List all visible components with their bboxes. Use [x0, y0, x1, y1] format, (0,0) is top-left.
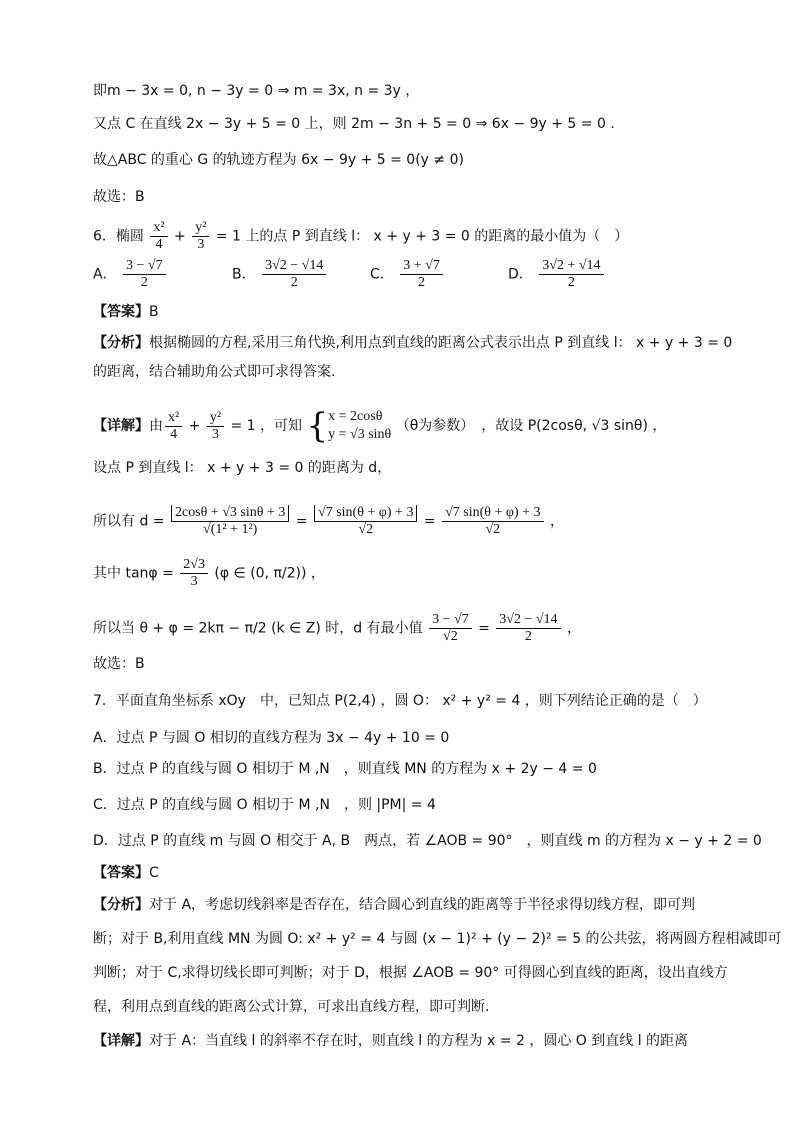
detail-text: 所以当 θ + φ = 2kπ − π/2 (k ∈ Z) 时，d 有最小值: [93, 620, 423, 637]
option-value: [539, 258, 603, 291]
option-b: B．过点 P 的直线与圆 O 相切于 M ,N ，则直线 MN 的方程为 x + 2y − 4 = 0: [93, 761, 597, 777]
analysis-line: 断；对于 B,利用直线 MN 为圆 O: x² + y² = 4 与圆 (x − 1)² + (y − 2)² = 5 的公共弦，将两圆方程相减即可: [93, 931, 782, 947]
min-fraction-1: [429, 612, 472, 645]
detail-line: [93, 408, 666, 444]
detail-text: （θ为参数） ，故设 P(2cosθ, √3 sinθ) ，: [395, 418, 667, 434]
fraction-denominator: √2: [485, 522, 501, 537]
answer-tag: 【答案】: [93, 865, 149, 881]
fraction-denominator: √2: [443, 629, 458, 644]
detail-text: 由: [149, 418, 163, 434]
analysis-line: 的距离，结合辅助角公式即可求得答案.: [93, 364, 336, 380]
fraction-denominator: 4: [155, 237, 163, 252]
detail-text: = 1 ，可知: [226, 418, 303, 434]
ellipse-y-fraction: [192, 220, 209, 253]
detail-tag: 【详解】: [93, 1033, 149, 1049]
option-value: [123, 258, 166, 291]
fraction-denominator: 3: [197, 237, 205, 252]
option-a: [93, 258, 168, 291]
analysis-line: 程，利用点到直线的距离公式计算，可求出直线方程，即可判断.: [93, 999, 490, 1015]
fraction-denominator: 2: [290, 275, 298, 290]
min-fraction-2: [496, 612, 560, 645]
option-label: B．: [232, 266, 256, 283]
fraction-denominator: 3: [211, 426, 219, 442]
detail-line: 所以有 d = $\frac{2\cos\theta + √3 \sin\theta + 3}{\text{√(1² + 1²)}}$ = $\frac{√7 \sin(\theta + \varphi) + 3}{√2}$ = $\frac{√7 \sin(\theta + \varphi) + 3}{√2}$ ，: [93, 505, 564, 537]
analysis-line: 判断；对于 C,求得切线长即可判断；对于 D，根据 ∠AOB = 90° 可得圆心到直线的距离，设出直线方: [93, 965, 728, 981]
detail-line: 故选：B: [93, 656, 145, 672]
fraction-numerator: 3√2 − √14: [496, 612, 560, 629]
plus-sign: +: [184, 418, 205, 434]
detail-tag: 【详解】: [93, 418, 149, 434]
option-d: D．过点 P 的直线 m 与圆 O 相交于 A, B 两点，若 ∠AOB = 90° ，则直线 m 的方程为 x − y + 2 = 0: [93, 833, 762, 849]
text-line: 即m − 3x = 0, n − 3y = 0 ⇒ m = 3x, n = 3y ，: [93, 83, 420, 99]
tan-fraction: [180, 557, 208, 590]
fraction-denominator: 2: [567, 275, 575, 290]
answer-tag: 【答案】: [93, 304, 149, 320]
answer-line: [93, 864, 159, 882]
parametric-system: [328, 408, 391, 444]
detail-text: 所以有 d =: [93, 513, 165, 530]
fraction-numerator: y²: [207, 410, 224, 427]
text-line: 故△ABC 的重心 G 的轨迹方程为 6x − 9y + 5 = 0(y ≠ 0): [93, 152, 464, 168]
ellipse-x-fraction: [165, 410, 182, 443]
analysis-tag: 【分析】: [93, 335, 149, 351]
fraction-numerator: √7 sin(θ + φ) + 3: [314, 505, 417, 522]
option-d: [508, 258, 606, 291]
distance-fraction-1: [171, 505, 289, 538]
fraction-numerator: 3 − √7: [429, 612, 472, 629]
fraction-numerator: 3 + √7: [400, 258, 443, 275]
fraction-denominator: √(1² + 1²): [203, 522, 258, 537]
distance-fraction-2: [314, 505, 417, 538]
ellipse-y-fraction: [207, 410, 224, 443]
fraction-denominator: 2: [140, 275, 148, 290]
option-a: A．过点 P 与圆 O 相切的直线方程为 3x − 4y + 10 = 0: [93, 730, 450, 746]
text-line: 故选：B: [93, 189, 145, 205]
analysis-line: [93, 896, 695, 914]
detail-line: 所以当 θ + φ = 2kπ − π/2 (k ∈ Z) 时，d 有最小值 $\frac{3 - √7}{√2}$ = $\frac{3√2 - √14}{2}$ ，: [93, 612, 582, 644]
fraction-numerator: 2cosθ + √3 sinθ + 3: [171, 505, 289, 522]
option-label: D．: [508, 266, 533, 283]
fraction-numerator: y²: [192, 220, 209, 237]
fraction-denominator: 2: [418, 275, 426, 290]
detail-line: [93, 1032, 688, 1050]
analysis-line: [93, 334, 732, 352]
stem-prefix: 6．椭圆: [93, 228, 144, 245]
detail-line: [93, 557, 325, 590]
fraction-numerator: 2√3: [180, 557, 208, 574]
answer-value: B: [149, 304, 159, 320]
fraction-numerator: 3 − √7: [123, 258, 166, 275]
analysis-tag: 【分析】: [93, 897, 149, 913]
fraction-denominator: 2: [524, 629, 532, 644]
plus-sign: +: [169, 228, 191, 245]
fraction-denominator: 3: [190, 574, 198, 589]
distance-fraction-3: [442, 505, 543, 538]
option-c: C．过点 P 的直线与圆 O 相切于 M ,N ，则 |PM| = 4: [93, 797, 436, 813]
option-label: C．: [370, 266, 394, 283]
analysis-text: 对于 A，考虑切线斜率是否存在，结合圆心到直线的距离等于半径求得切线方程，即可判: [149, 897, 696, 913]
option-label: A．: [93, 266, 117, 283]
detail-text: (φ ∈ (0, π/2)) ，: [214, 565, 325, 582]
fraction-numerator: 3√2 − √14: [262, 258, 326, 275]
text-line: 又点 C 在直线 2x − 3y + 5 = 0 上，则 2m − 3n + 5 = 0 ⇒ 6x − 9y + 5 = 0 .: [93, 116, 615, 132]
stem-suffix: = 1 上的点 P 到直线 l： x + y + 3 = 0 的距离的最小值为（ ）: [215, 228, 629, 245]
system-row: x = 2cosθ: [328, 409, 383, 424]
fraction-numerator: x²: [150, 220, 167, 237]
option-b: [232, 258, 328, 291]
fraction-numerator: 3√2 + √14: [539, 258, 603, 275]
detail-text: 其中 tanφ =: [93, 565, 174, 582]
detail-line: 设点 P 到直线 l： x + y + 3 = 0 的距离为 d，: [93, 460, 392, 476]
analysis-text: 根据椭圆的方程,采用三角代换,利用点到直线的距离公式表示出点 P 到直线 l： x + y + 3 = 0: [149, 335, 733, 351]
question-7-stem: 7．平面直角坐标系 xOy 中，已知点 P(2,4) ，圆 O： x² + y² = 4 ，则下列结论正确的是（ ）: [93, 693, 707, 709]
detail-text: 对于 A：当直线 l 的斜率不存在时，则直线 l 的方程为 x = 2 ，圆心 O 到直线 l 的距离: [149, 1033, 689, 1049]
system-row: y = √3 sinθ: [328, 427, 392, 442]
fraction-numerator: x²: [165, 410, 182, 427]
question-6-stem: [93, 220, 628, 253]
option-value: [400, 258, 443, 291]
answer-line: [93, 303, 159, 321]
ellipse-x-fraction: [150, 220, 167, 253]
option-value: [262, 258, 326, 291]
answer-value: C: [149, 865, 159, 881]
option-c: [370, 258, 445, 291]
brace-icon: {: [306, 406, 329, 446]
fraction-denominator: √2: [358, 522, 374, 537]
fraction-numerator: √7 sin(θ + φ) + 3: [442, 505, 543, 522]
fraction-denominator: 4: [170, 426, 178, 442]
